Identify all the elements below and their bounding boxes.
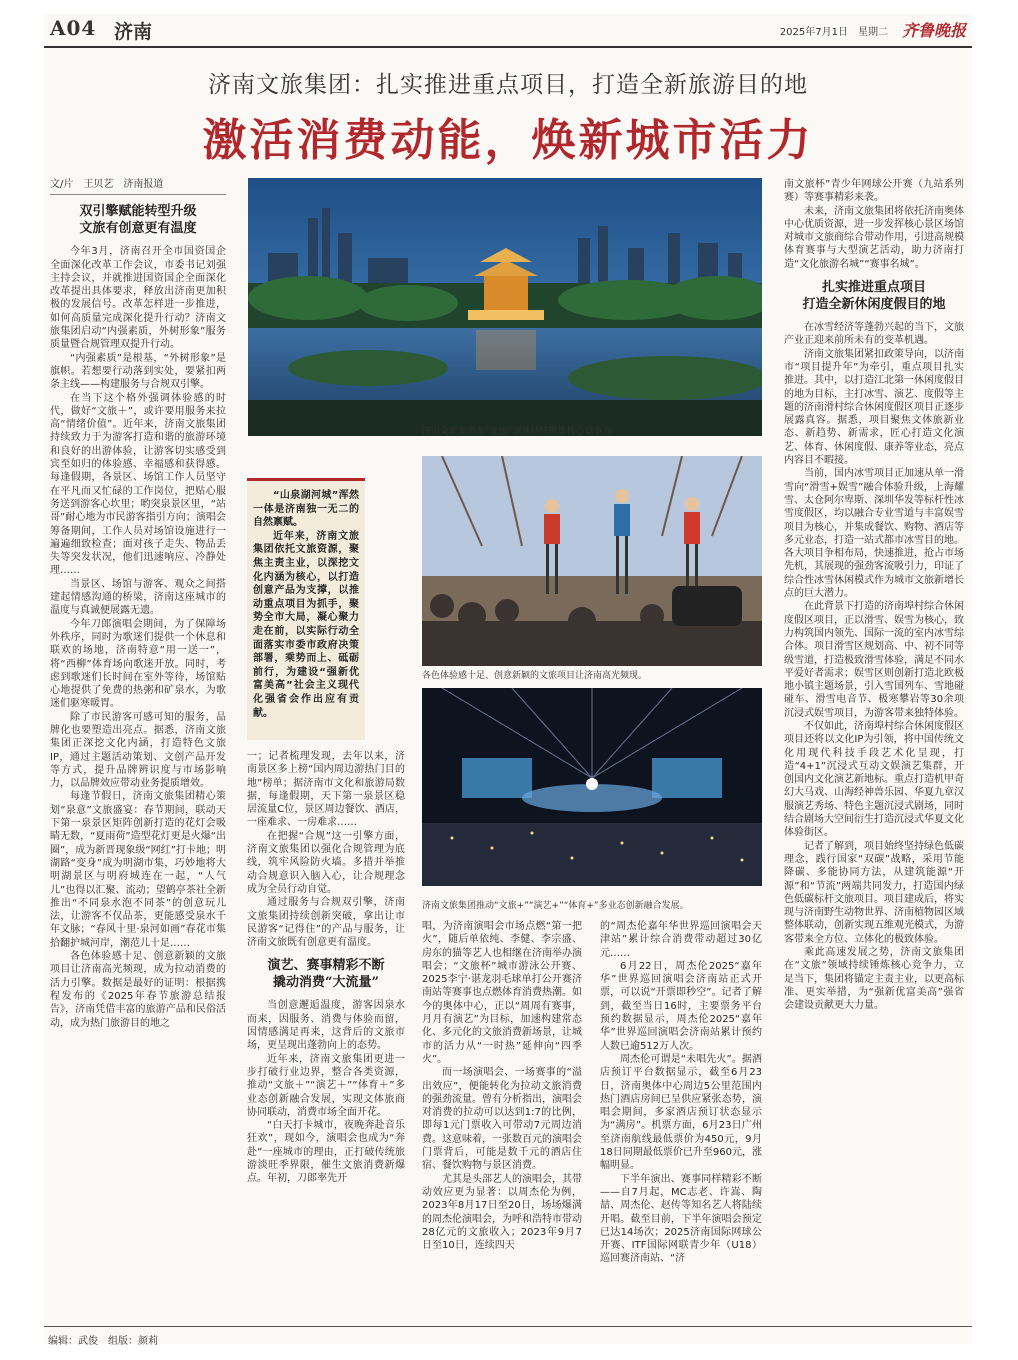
paragraph: 每逢节假日，济南文旅集团精心策划“泉意”文旅盛宴：春节期间，联动天下第一泉景区矩阵创新打造的花灯会吸睛无数，“夏雨荷”造型花灯更是火爆“出圈”，成为新晋现象级“网红”打卡地；明湖路“变身”成为明湖市集，巧妙地将大明湖景区与明府城连在一起，“人气儿”也得以汇聚、流动；望鹤亭茶社全新推出“不同泉水泡不同茶”的创意玩儿法，让游客不仅品茶，更能感受泉水千年文脉；“春风十里·泉河如画”春花市集拾翻护城河岸，潮范儿十足…… xyxy=(50,791,226,949)
photo-street-festival xyxy=(422,456,762,666)
byline: 文/片 王贝艺 济南报道 xyxy=(50,178,226,195)
quote-paragraph: “山泉湖河城”浑然一体是济南独一无二的自然禀赋。 xyxy=(253,490,359,529)
paragraph: 6月22日，周杰伦2025“嘉年华”世界巡回演唱会济南站正式开票，可以说“开票即秒空”。记者了解到，截至当日16时，主要票务平台预约数据显示，周杰伦2025“嘉年华”世界巡回演唱会济南站累计预约人数已逾512万人次。 xyxy=(600,960,762,1052)
quote-paragraph: 近年来，济南文旅集团依托文旅资源，聚焦主责主业，以深挖文化内涵为核心，以打造创意产品为支撑，以推动重点项目为抓手，聚势全市大局，凝心聚力走在前，以实际行动全面落实市委市政府决策部署，乘势而上、砥砺前行，为建设“强新优富美高”社会主义现代化强省会作出应有贡献。 xyxy=(253,530,359,719)
photo-festival-illustration xyxy=(422,456,762,666)
section-name: 济南 xyxy=(114,21,153,43)
pull-quote xyxy=(247,478,365,740)
paragraph: 当前，国内冰雪项目正加速从单一滑雪向“滑雪+娱雪”融合体验升级，上海耀雪、太仓阿尔卑斯、深圳华发等标杆性冰雪度假区，均以融合专业雪道与丰富娱雪项目为核心，并集成餐饮、购物、酒店等多元业态，打造一站式都市冰雪目的地。各大项目争相布局，快速推进，抢占市场先机，其展现的强劲客流吸引力，印证了综合性冰雪休闲模式作为城市文旅新增长点的巨大潜力。 xyxy=(784,468,964,600)
paragraph: 下半年演出、赛事同样精彩不断——自7月起，MC志老、许嵩、陶喆、周杰伦、赵传等知名艺人将陆续开唱。截至目前，下半年演唱会预定已达14场次；2025济南国际网球公开赛、ITF国际网联青少年（U18）巡回赛济南站、“济 xyxy=(600,1173,762,1265)
paragraph: 的“周杰伦嘉年华世界巡回演唱会天津站”累计综合消费带动超过30亿元…… xyxy=(600,921,762,959)
paragraph: 当景区、场馆与游客、观众之间搭建起情感沟通的桥梁，济南这座城市的温度与真诚便展露无遗。 xyxy=(50,578,226,617)
paragraph: 各色体验感十足、创意新颖的文旅项目让济南高光频现，成为拉动消费的活力引擎。数据是最好的证明：根据携程发布的《2025年春节旅游总结报告》，济南凭借丰富的旅游产品和民俗活动，成为热门旅游目的地之 xyxy=(50,951,226,1029)
paragraph: 近年来，济南文旅集团更进一步打破行业边界，整合各类资源，推动“文旅＋”“演艺＋”“体育＋”多业态创新融合发展，实现文体旅商协同联动，消费市场全面开花。 xyxy=(247,1053,405,1118)
issue-date: 2025年7月1日 星期二 xyxy=(779,27,888,38)
footer-divider xyxy=(44,1326,972,1327)
column-1 xyxy=(50,178,226,1323)
photo-city-night-illustration xyxy=(248,178,762,436)
paragraph: 今年3月，济南召开全市国资国企全面深化改革工作会议，市委书记刘强主持会议，并就推进国资国企全面深化改革提出具体要求，释放出济南更加积极的发展信号。改革怎样进一步推进，如何高质量完成深化提升行动？济南文旅集团启动“内强素质，外树形象”服务质量暨合规管理双提升行动。 xyxy=(50,246,226,351)
paragraph: 未来，济南文旅集团将依托济南奥体中心优质资源，进一步发挥核心景区场馆对城市文旅商综合带动作用，引进高规模体育赛事与大型演艺活动，助力济南打造“文化旅游名城”“赛事名城”。 xyxy=(784,205,964,270)
photo-city-night xyxy=(248,178,762,436)
article-title: 激活消费动能，焕新城市活力 xyxy=(202,115,814,166)
column-3 xyxy=(422,920,582,1324)
paragraph: 当创意邂逅温度，游客因泉水而来，因服务、消费与体验而留，因情感满足再来，这背后的文旅市场，更呈现出蓬勃向上的态势。 xyxy=(247,1000,405,1052)
paragraph: 在此背景下打造的济南埠村综合休闲度假区项目，正以滑雪、娱雪为核心，致力构筑国内领先、国际一流的室内冰雪综合体。项目滑雪区规划高、中、初不同等级雪道，打造极致滑雪体验，满足不同水平爱好者需求；娱雪区则创新打造北欧极地小镇主题场景，引入雪国列车、雪地碰碰车、滑雪电音节、极寒攀岩等30余项沉浸式娱雪项目，为游客带来独特体验。 xyxy=(784,601,964,719)
photo-caption-3: 济南文旅集团推动“文旅+”“演艺+”“体育+”多业态创新融合发展。 xyxy=(422,901,689,911)
col1-body xyxy=(50,245,226,1030)
paragraph: 记者了解到，项目始终坚持绿色低碳理念，践行国家“双碳”战略，采用节能降碳、多能协同方法，从建筑能源“开源”和“节流”两端共同发力，打造国内绿色低碳标杆文旅项目。项目建成后，将实现与济南野生动物世界、济南植物园区域整体联动，创新实现五维观光模式，为游客带来全方位、立体化的极致体验。 xyxy=(784,840,964,945)
photo-concert-illustration xyxy=(422,688,762,886)
section-heading-2: 演艺、赛事精彩不断 撬动消费“大流量” xyxy=(267,958,385,991)
camera-icon xyxy=(672,586,742,626)
photo-caption-1: 济南文旅集团在“文旅”领域持续锤炼核心竞争力。 xyxy=(422,427,621,437)
section-heading-1: 双引擎赋能转型升级 文旅有创意更有温度 xyxy=(79,204,197,237)
paragraph: 不仅如此，济南埠村综合休闲度假区项目还将以文化IP为引领，将中国传统文化用现代科技手段艺术化呈现，打造“4+1”沉浸式互动文娱演艺集群，开创国内文化演艺新地标。重点打造机甲奇幻大马戏、山海经神兽乐园、华夏九章汉服演艺秀场、特色主题沉浸式剧场，同时结合剧场大空间衍生打造沉浸式华夏文化体验街区。 xyxy=(784,720,964,839)
paragraph: 而一场演唱会、一场赛事的“溢出效应”，便能转化为拉动文旅消费的强劲流量。曾有分析指出，演唱会对消费的拉动可以达到1:7的比例，即每1元门票收入可带动7元周边消费。这意味着，一张数百元的演唱会门票背后，可能是数千元的酒店住宿、餐饮购物与景区消费。 xyxy=(422,1067,582,1172)
paragraph: 唱，为济南演唱会市场点燃“第一把火”，随后单依纯、李健、李宗盛、房东的猫等艺人也相继在济南举办演唱会；“文旅杯”城市游泳公开赛、2025李宁·谌龙羽毛球单打公开赛济南站等赛事也点燃体育消费热潮。如今的奥体中心，正以“周周有赛事，月月有演艺”为目标，加速构建常态化、多元化的文旅消费新场景，让城市的活力从“一时热”延伸向“四季火”。 xyxy=(422,921,582,1065)
column-5 xyxy=(784,178,964,1324)
paragraph: 济南文旅集团紧扣政策导向，以济南市“项目提升年”为牵引，重点项目扎实推进。其中，以打造江北第一休闲度假目的地为目标，主打冰雪、演艺、度假等主题的济南滑村综合休闲度假区项目正逐步展露真容。据悉，项目聚焦文体旅新业态、新趋势、新需求，匠心打造文化演艺、体育、休闲度假、康养等业态，亮点内容目不暇接。 xyxy=(784,348,964,467)
paragraph: 除了市民游客可感可知的服务，品牌化也要塑造出亮点。据悉，济南文旅集团正深挖文化内涵，打造特色文旅IP，通过主题活动策划、文创产品开发等方式，提升品牌辨识度与市场影响力，以品牌效应带动业务提质增效。 xyxy=(50,711,226,790)
page-number: A04 xyxy=(50,16,97,40)
editor-credits: 编辑：武俊 组版：颜莉 xyxy=(48,1336,158,1347)
paragraph: “内强素质”是根基，“外树形象”是旗帜。若想要行动落到实处，要紧扣两条主线——构建服务与合规双引擎。 xyxy=(50,352,226,391)
paragraph: 周杰伦可谓是“未唱先火”。据酒店预订平台数据显示，截至6月23日，济南奥体中心周边5公里范围内热门酒店房间已呈供应紧张态势，演唱会期间，多家酒店预订状态显示为“满房”。机票方面，6月23日广州至济南航线最低票价为450元，9月18日同期最低票价已升至960元，涨幅明显。 xyxy=(600,1053,762,1172)
paragraph: 一；记者梳理发现，去年以来，济南景区多上榜“国内周边游热门目的地”榜单；据济南市文化和旅游局数据，每逢假期，天下第一泉景区稳居流量C位，景区周边餐饮、酒店，一座难求、一房难求…… xyxy=(247,751,405,829)
paragraph: “白天打卡城市，夜晚奔赴音乐狂欢”，现如今，演唱会也成为“奔赴”一座城市的理由，正打破传统旅游淡旺季界限，催生文旅消费新爆点。年初，刀郎率先开 xyxy=(247,1120,405,1185)
photo-concert xyxy=(422,688,762,886)
column-4 xyxy=(600,920,762,1324)
paragraph: 在当下这个格外强调体验感的时代，做好“文旅＋”，或许要用服务来拉高“情绪价值”。近年来，济南文旅集团持续致力于为游客打造和谐的旅游环境和良好的出游体验，让游客切实感受到宾至如归的体验感、幸福感和获得感。每逢假期，各景区、场馆工作人员坚守在平凡而又忙碌的工作岗位，把贴心服务送到游客心坎里；哟突泉景区里，“站哥”耐心地为市民游客指引方向；演唱会筹备期间，工作人员对场馆设施进行一遍遍细致检查；面对孩子走失、物品丢失等突发状况，他们迅速响应、冷静处理…… xyxy=(50,392,226,577)
paragraph: 在把握“合规”这一引擎方面，济南文旅集团以强化合规管理为底线，筑牢风险防火墙。多措并举推动合规意识入脑入心，让合规理念成为全员行动自觉。 xyxy=(247,830,405,895)
article-subtitle: 济南文旅集团：扎实推进重点项目，打造全新旅游目的地 xyxy=(208,72,808,98)
page-header xyxy=(44,14,972,48)
paragraph: 南文旅杯”青少年网球公开赛（九站系列赛）等赛事精彩来袭。 xyxy=(784,179,964,204)
column-2 xyxy=(247,750,405,1324)
paragraph: 通过服务与合规双引擎，济南文旅集团持续创新突破，拿出让市民游客“记得住”的产品与服务，让济南文旅既有创意更有温度。 xyxy=(247,897,405,949)
paragraph: 在冰雪经济等蓬勃兴起的当下，文旅产业正迎来前所未有的变革机遇。 xyxy=(784,322,964,347)
paragraph: 今年刀郎演唱会期间，为了保障场外秩序，同时为歌迷们提供一个休息和联欢的场地，济南特意“用一送一”，将“西柳”体育场向歌迷开放。同时，考虑到歌迷们长时间在室外等待，场馆贴心地提供了免费的热粥和矿泉水，为歌迷们驱寒暖胃。 xyxy=(50,618,226,710)
photo-caption-2: 各色体验感十足、创意新颖的文旅项目让济南高光频现。 xyxy=(422,671,648,681)
paragraph: 乘此高速发展之势，济南文旅集团在“文旅”领域持续锤炼核心竞争力，立足当下，集团将锚定主责主业，以更高标准、更实举措，为“强新优富美高”强省会建设贡献更大力量。 xyxy=(784,947,964,1012)
section-heading-3: 扎实推进重点项目 打造全新休闲度假目的地 xyxy=(802,280,946,313)
stage-screen-right xyxy=(652,758,722,798)
stage-screen-left xyxy=(462,758,532,798)
newspaper-logo: 齐鲁晚报 xyxy=(901,21,966,40)
newspaper-page xyxy=(44,14,972,1347)
paragraph: 尤其是头部艺人的演唱会，其带动效应更为显著：以周杰伦为例，2023年8月17日至20日，场场爆满的周杰伦演唱会，为呼和浩特市带动28亿元的文旅收入；2023年9月7日至10日，连续四天 xyxy=(422,1173,582,1252)
